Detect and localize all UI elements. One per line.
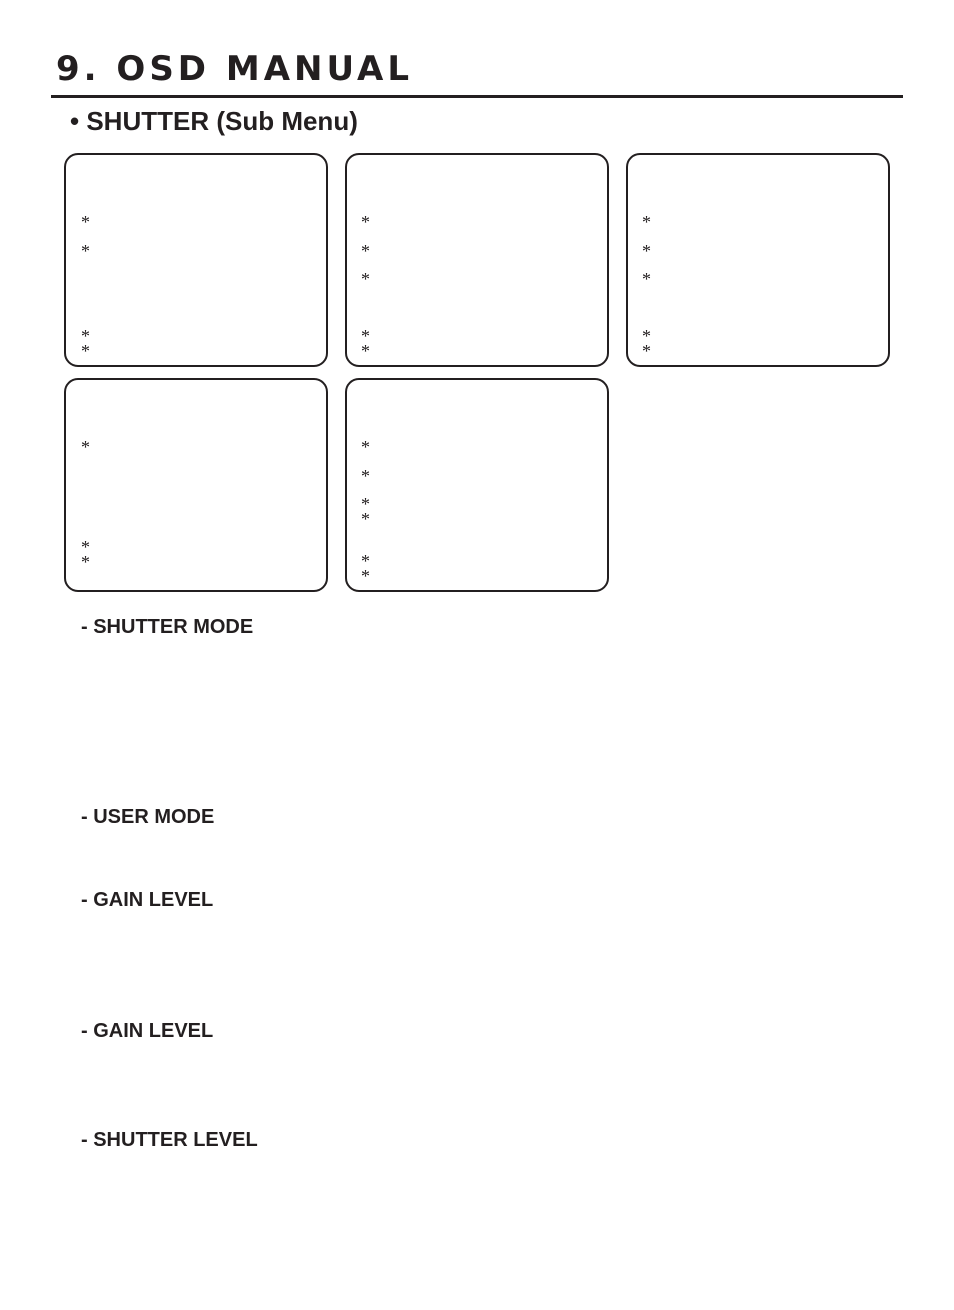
osd-screen-box-5 — [345, 378, 609, 592]
menu-marker: * — [81, 212, 90, 232]
menu-marker: * — [81, 241, 90, 261]
menu-marker: * — [361, 509, 370, 529]
menu-marker: * — [361, 341, 370, 361]
menu-marker: * — [642, 326, 651, 346]
menu-marker: * — [642, 269, 651, 289]
menu-marker: * — [81, 326, 90, 346]
page-title: 9. OSD MANUAL — [56, 49, 414, 89]
menu-marker: * — [81, 437, 90, 457]
menu-marker: * — [361, 551, 370, 571]
section-heading-shutter-level: - SHUTTER LEVEL — [81, 1129, 258, 1151]
menu-marker: * — [361, 494, 370, 514]
osd-screen-box-2 — [345, 153, 609, 367]
menu-marker: * — [361, 566, 370, 586]
osd-screen-box-4 — [64, 378, 328, 592]
section-heading-gain-level-2: - GAIN LEVEL — [81, 1020, 214, 1042]
section-heading-gain-level: - GAIN LEVEL — [81, 889, 214, 911]
menu-marker: * — [81, 341, 90, 361]
menu-marker: * — [81, 537, 90, 557]
menu-marker: * — [361, 269, 370, 289]
osd-screen-box-3 — [626, 153, 890, 367]
menu-marker: * — [361, 326, 370, 346]
menu-marker: * — [81, 552, 90, 572]
menu-marker: * — [361, 437, 370, 457]
menu-marker: * — [642, 341, 651, 361]
section-heading-shutter-mode: - SHUTTER MODE — [81, 616, 254, 638]
section-title: • SHUTTER (Sub Menu) — [70, 106, 358, 136]
menu-marker: * — [642, 212, 651, 232]
menu-marker: * — [361, 241, 370, 261]
menu-marker: * — [642, 241, 651, 261]
osd-screen-box-1 — [64, 153, 328, 367]
title-rule — [51, 95, 903, 98]
section-heading-user-mode: - USER MODE — [81, 806, 215, 828]
menu-marker: * — [361, 466, 370, 486]
menu-marker: * — [361, 212, 370, 232]
